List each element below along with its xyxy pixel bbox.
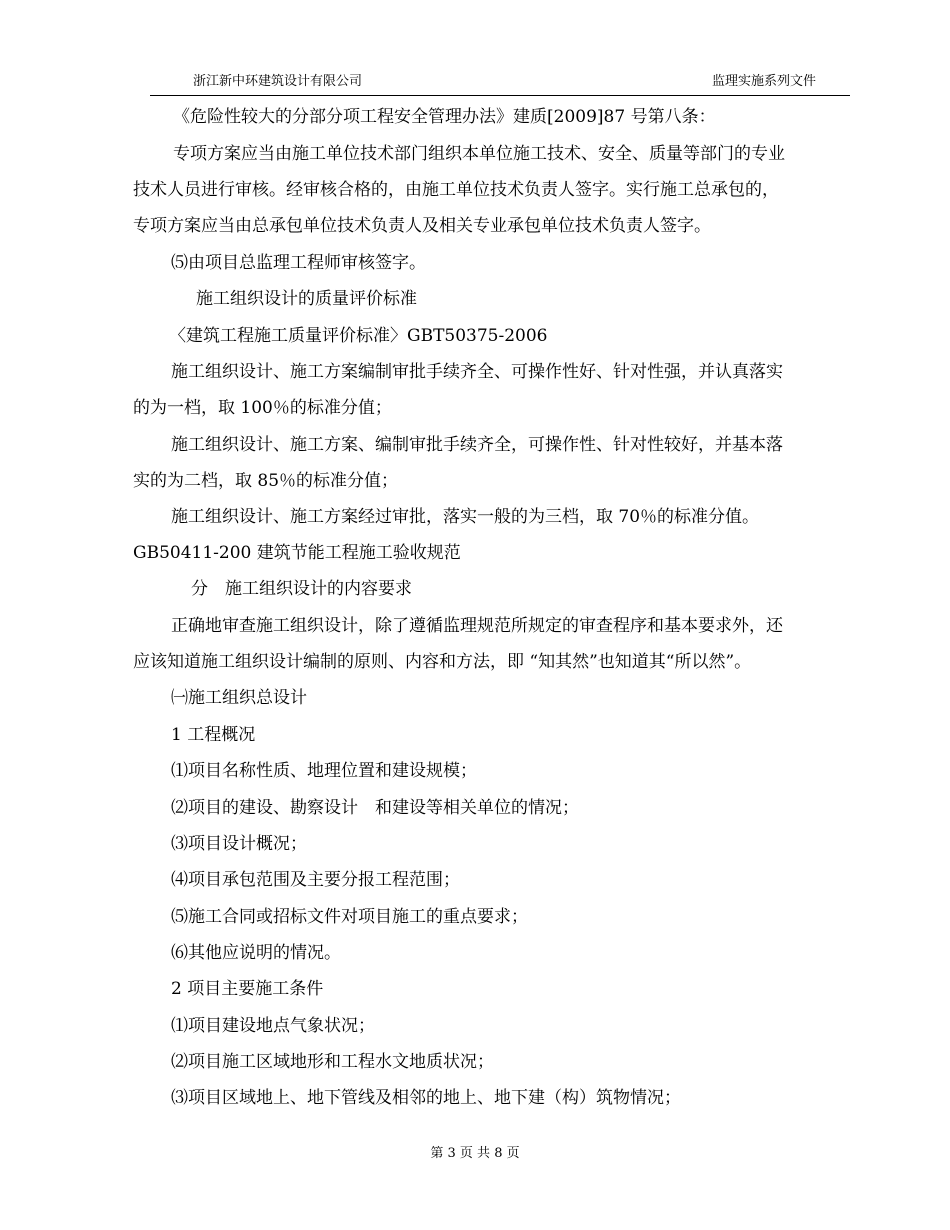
- section-heading: 分 施工组织设计的内容要求: [191, 579, 412, 599]
- text-line: ⑷项目承包范围及主要分报工程范围；: [171, 870, 460, 890]
- text-line: 技术人员进行审核。经审核合格的，由施工单位技术负责人签字。实行施工总承包的，: [133, 180, 779, 200]
- text-line: 专项方案应当由施工单位技术部门组织本单位施工技术、安全、质量等部门的专业: [173, 144, 785, 164]
- text-line: ⑴项目名称性质、地理位置和建设规模；: [171, 761, 477, 781]
- text-line: 《危险性较大的分部分项工程安全管理办法》建质[2009]87 号第八条：: [173, 107, 716, 127]
- header-rule: [150, 95, 850, 96]
- text-line: ⑹其他应说明的情况。: [171, 943, 341, 963]
- text-line: ⑸施工合同或招标文件对项目施工的重点要求；: [171, 907, 528, 927]
- text-line: 的为一档，取 100％的标准分值；: [133, 398, 392, 418]
- text-line: 施工组织设计、施工方案编制审批手续齐全、可操作性好、针对性强，并认真落实: [171, 362, 783, 382]
- text-line: 1 工程概况: [171, 725, 256, 745]
- page-footer: 第 3 页 共 8 页: [430, 1146, 520, 1161]
- text-line: GB50411-200 建筑节能工程施工验收规范: [133, 543, 461, 563]
- text-line: 正确地审查施工组织设计，除了遵循监理规范所规定的审查程序和基本要求外，还: [171, 616, 783, 636]
- text-line: ⑶项目设计概况；: [171, 834, 307, 854]
- text-line: 施工组织设计、施工方案、编制审批手续齐全，可操作性、针对性较好，并基本落: [171, 435, 783, 455]
- text-line: 专项方案应当由总承包单位技术负责人及相关专业承包单位技术负责人签字。: [133, 216, 711, 236]
- page-header: [0, 0, 950, 100]
- text-line: ⑸由项目总监理工程师审核签字。: [171, 253, 426, 273]
- text-line: ⑴项目建设地点气象状况；: [171, 1016, 375, 1036]
- text-line: 应该知道施工组织设计编制的原则、内容和方法，即 “知其然”也知道其“所以然”。: [133, 652, 752, 672]
- header-company: 浙江新中环建筑设计有限公司: [193, 74, 363, 89]
- header-series: 监理实施系列文件: [712, 74, 817, 89]
- text-line: 实的为二档，取 85％的标准分值；: [133, 471, 399, 491]
- text-line: 〈建筑工程施工质量评价标准〉GBT50375-2006: [169, 326, 548, 346]
- text-line: ⑶项目区域地上、地下管线及相邻的地上、地下建（构）筑物情况；: [171, 1088, 681, 1108]
- text-line: ⑵项目施工区域地形和工程水文地质状况；: [171, 1052, 494, 1072]
- text-line: ㈠施工组织总设计: [171, 688, 307, 708]
- text-line: ⑵项目的建设、勘察设计 和建设等相关单位的情况；: [171, 798, 579, 818]
- text-line: 施工组织设计、施工方案经过审批，落实一般的为三档，取 70％的标准分值。: [171, 507, 760, 527]
- text-line: 2 项目主要施工条件: [171, 979, 324, 999]
- section-heading: 施工组织设计的质量评价标准: [196, 289, 417, 309]
